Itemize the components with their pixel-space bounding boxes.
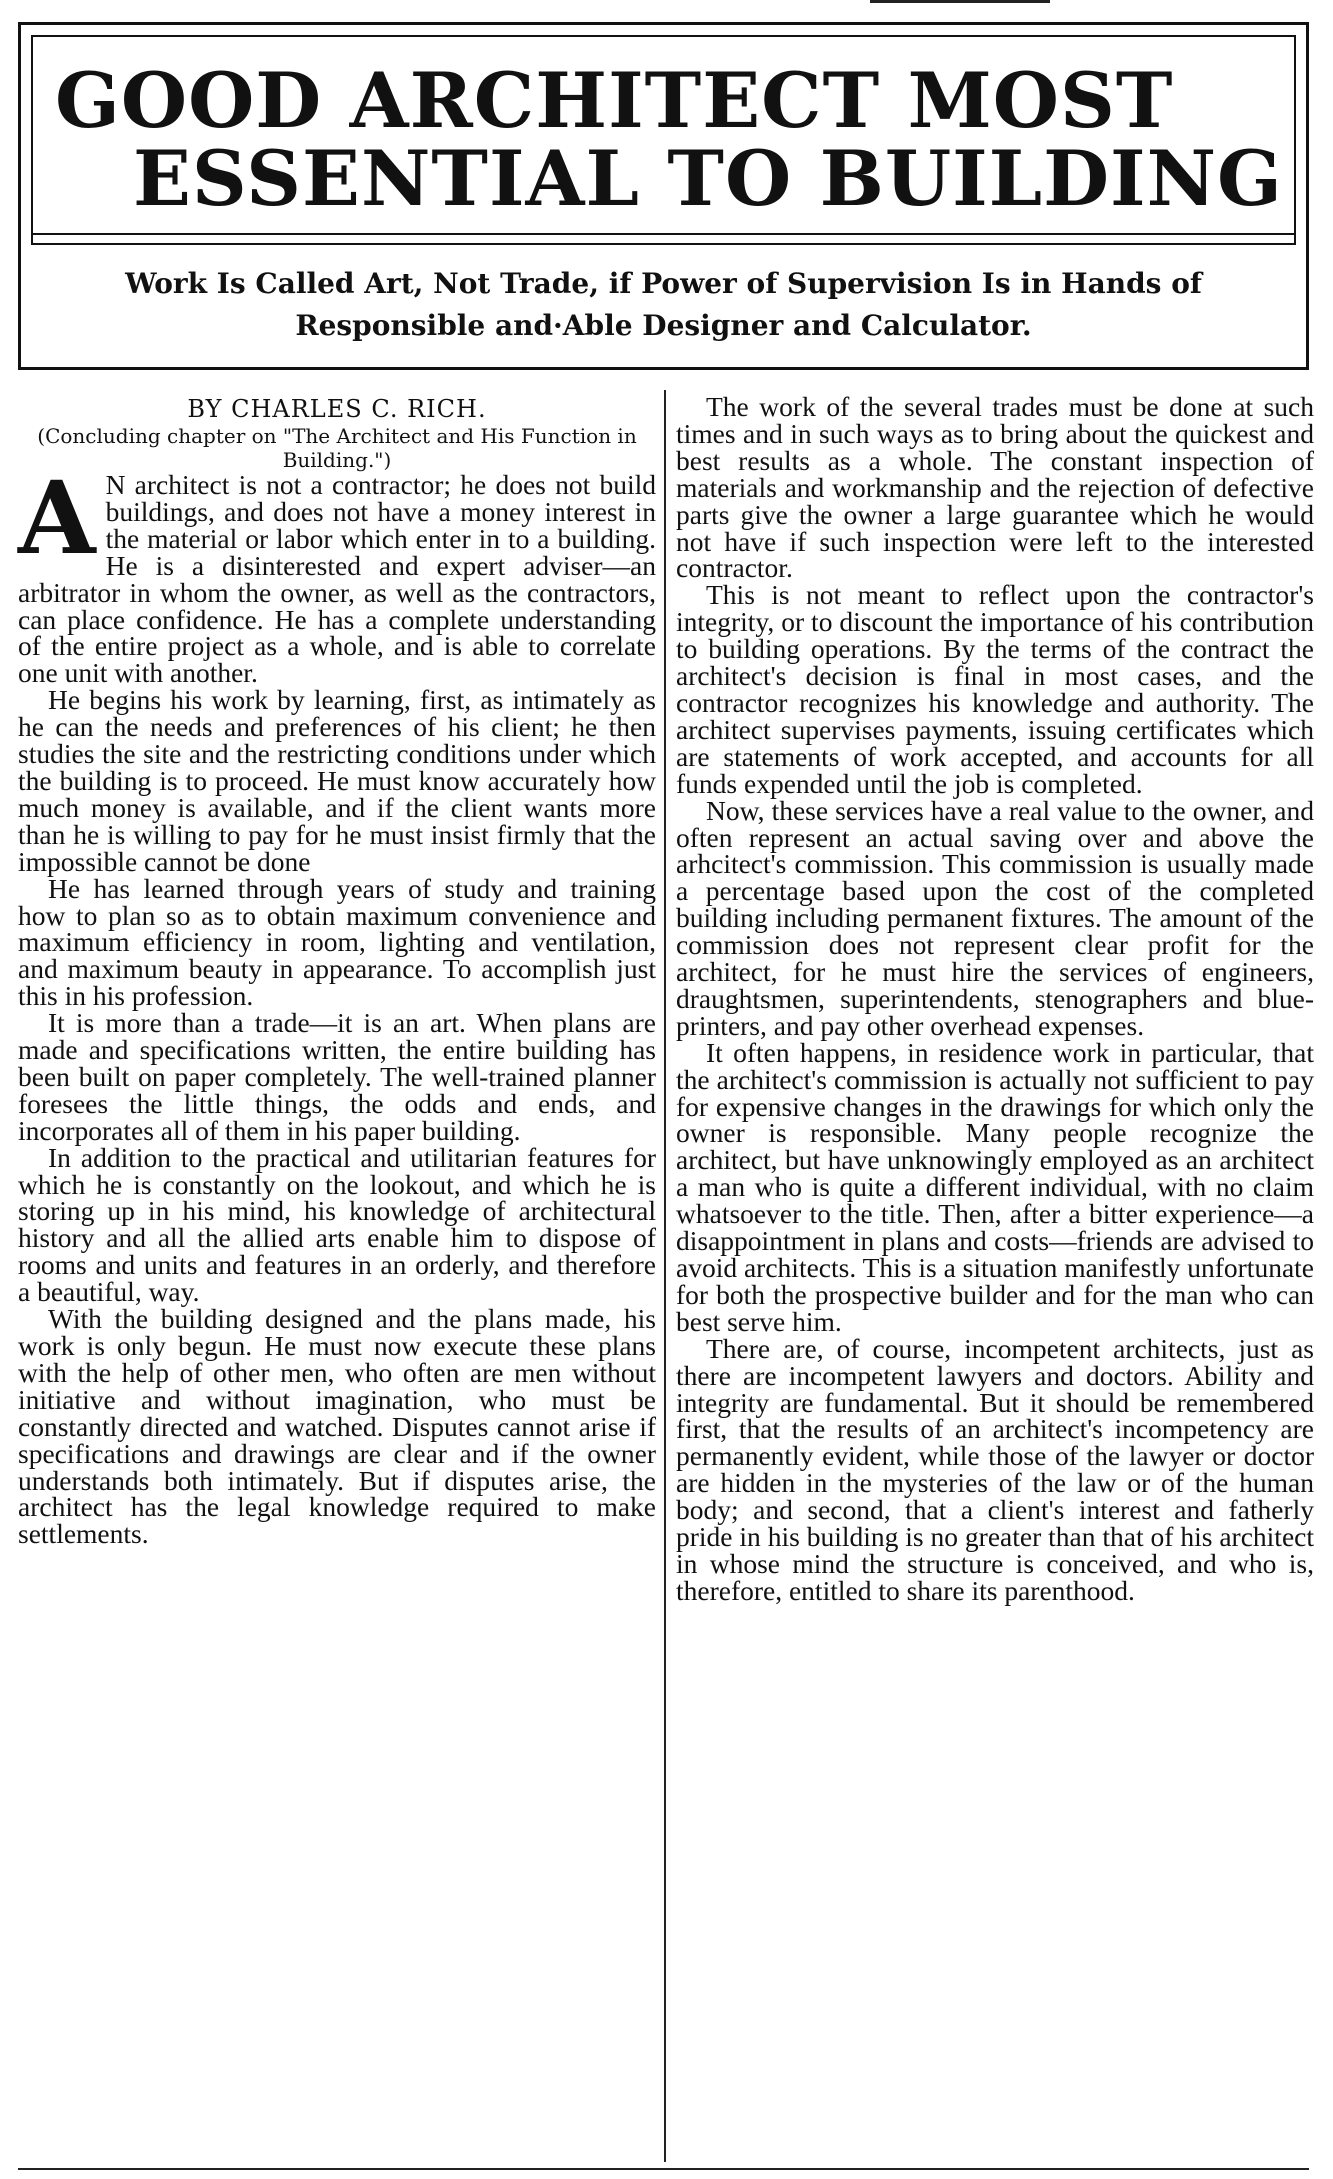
article-column-right [676, 391, 1314, 1606]
headline-box [18, 22, 1309, 370]
paragraph-2: He begins his work by learning, first, as intimately as he can the needs and preferences of his client; he then studies the site and the restricting conditions under which the building is to proceed. He must know accurately how much money is available, and if the client wants more than he is willing to pay for he must insist firmly that the impossible cannot be done [18, 684, 656, 877]
paragraph-1-text: N architect is not a contractor; he does not build buildings, and does not have a money interest in the material or labor which enter in to a building. He is a disinterested and expert adviser—an arbitrator in whom the owner, as well as the contractors, can place confidence. He has a complete understanding of the entire project as a whole, and is able to correlate one unit with another. [18, 469, 656, 689]
drop-cap: A [18, 459, 96, 577]
subheadline-deck: Work Is Called Art, Not Trade, if Power of Supervision Is in Hands of Responsible and·Able Designer and Calculator. [125, 267, 1202, 342]
paragraph-8: This is not meant to reflect upon the contractor's integrity, or to discount the importance of his contribution to building operations. By the terms of the contract the architect's decision is final in most cases, and the contractor recognizes his knowledge and authority. The architect supervises payments, issuing certificates which are statements of work accepted, and accounts for all funds expended until the job is completed. [676, 579, 1314, 799]
paragraph-1 [18, 459, 656, 689]
top-edge-rule [870, 0, 1050, 3]
paragraph-3: He has learned through years of study and training how to plan so as to obtain maximum convenience and maximum efficiency in room, lighting and ventilation, and maximum beauty in appearance. To accomplish just this in his profession. [18, 872, 656, 1012]
paragraph-7: The work of the several trades must be done at such times and in such ways as to bring about the quickest and best results as a whole. The constant inspection of materials and workmanship and the rejection of defective parts give the owner a large guarantee which he would not have if such inspection were left to the interested contractor. [676, 391, 1314, 584]
paragraph-9: Now, these services have a real value to the owner, and often represent an actual saving over and above the arhcitect's commission. This commission is usually made a percentage based upon the cost of the completed building including permanent fixtures. The amount of the commission does not represent clear profit for the architect, for he must hire the services of engineers, draughtsmen, superintendents, stenographers and blue-printers, and pay other overhead expenses. [676, 794, 1314, 1041]
paragraph-5: In addition to the practical and utilitarian features for which he is constantly on the lookout, and which he is storing up in his mind, his knowledge of architectural history and all the allied arts enable him to dispose of rooms and units and features in an orderly, and therefore a beautiful, way. [18, 1141, 656, 1308]
paragraph-10: It often happens, in residence work in particular, that the architect's commission is actually not sufficient to pay for expensive changes in the drawings for which only the owner is responsible. Many people recognize the architect, but have unknowingly employed as an architect a man who is quite a different individual, with no claim whatsoever to the title. Then, after a bitter experience—a disappointment in plans and costs—friends are advised to avoid architects. This is a situation manifestly unfortunate for both the prospective builder and for the man who can best serve him. [676, 1036, 1314, 1337]
chapter-note: (Concluding chapter on "The Architect and His Function in Building.") [37, 424, 637, 472]
headline-inner-frame [31, 35, 1296, 245]
headline-underline-rule [33, 233, 1294, 235]
paragraph-6: With the building designed and the plans made, his work is only begun. He must now execute these plans with the help of other men, who often are men without initiative and without imagination, who must be constantly directed and watched. Disputes cannot arise if specifications and drawings are clear and if the owner understands both intimately. But if disputes arise, the architect has the legal knowledge required to make settlements. [18, 1303, 656, 1550]
article-column-left [18, 394, 656, 1548]
column-divider [664, 390, 666, 2162]
byline: BY CHARLES C. RICH. [187, 395, 487, 423]
paragraph-11: There are, of course, incompetent architects, just as there are incompetent lawyers and doctors. Ability and integrity are fundamental. But it should be remembered first, that the results of an architect's incompetency are permanently evident, while those of the lawyer or doctor are hidden in the mysteries of the law or of the human body; and second, that a client's interest and fatherly pride in his building is no greater than that of his architect in whose mind the structure is conceived, and who is, therefore, entitled to share its parenthood. [676, 1332, 1314, 1606]
headline-line-1: GOOD ARCHITECT MOST [55, 56, 1174, 145]
headline-line-2: ESSENTIAL TO BUILDING [133, 134, 1283, 223]
bottom-edge-rule [18, 2168, 1309, 2170]
paragraph-4: It is more than a trade—it is an art. When plans are made and specifications written, the entire building has been built on paper completely. The well-trained planner foresees the little things, the odds and ends, and incorporates all of them in his paper building. [18, 1007, 656, 1146]
